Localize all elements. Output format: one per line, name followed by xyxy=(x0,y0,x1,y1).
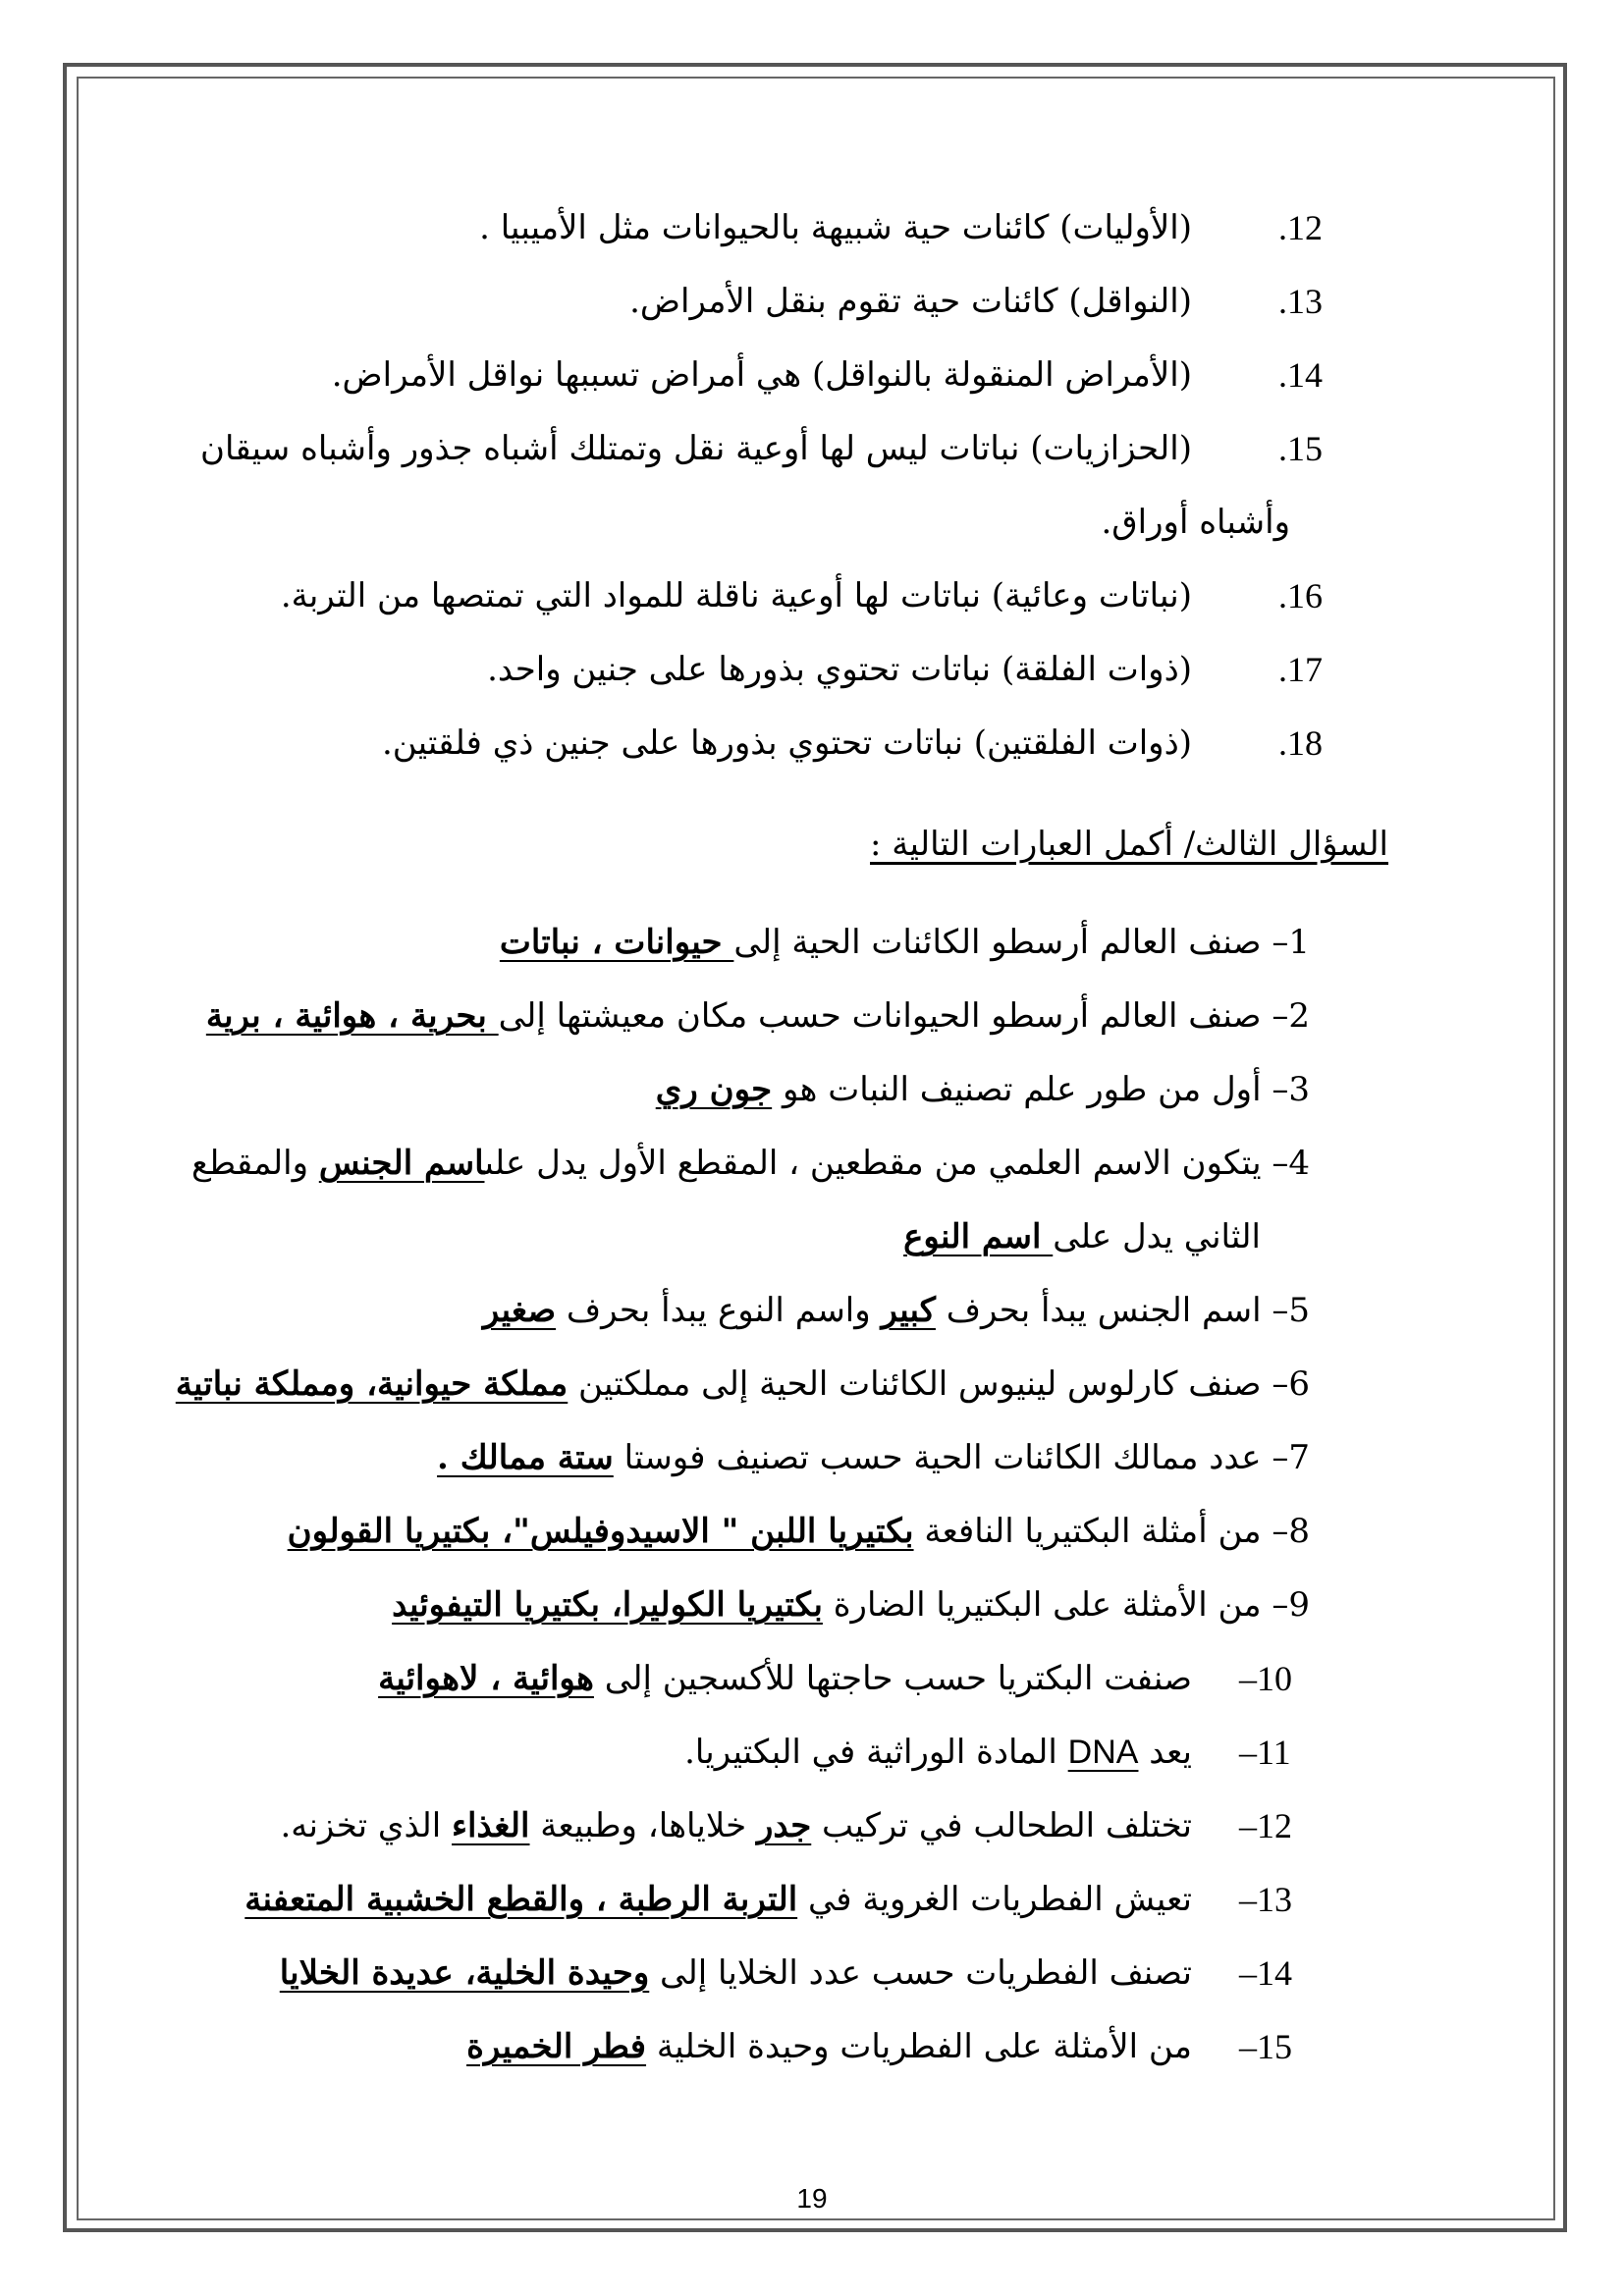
answer: صغير xyxy=(482,1291,557,1330)
item-text: الثاني يدل على xyxy=(1053,1217,1261,1256)
definition-text: (الأمراض المنقولة بالنواقل) هي أمراض تسببها نواقل الأمراض. xyxy=(331,355,1192,395)
answer: كبير xyxy=(881,1291,936,1330)
item-text: عدد ممالك الكائنات الحية حسب تصنيف فوستا xyxy=(613,1438,1262,1477)
definition-text: (ذوات الفلقتين) نباتات تحتوي بذورها على جنين ذي فلقتين. xyxy=(381,723,1192,763)
item-text: من الأمثلة على الفطريات وحيدة الخلية xyxy=(646,2027,1192,2066)
answer: اسم الجنس xyxy=(318,1144,485,1183)
answer: الغذاء xyxy=(452,1806,530,1845)
item-text: صنفت البكتريا حسب حاجتها للأكسجين إلى xyxy=(593,1659,1192,1698)
item-text: من الأمثلة على البكتيريا الضارة xyxy=(822,1585,1262,1625)
item-text: تصنف الفطريات حسب عدد الخلايا إلى xyxy=(649,1953,1192,1993)
completion-item: 6– صنف كارلوس لينيوس الكائنات الحية إلى مملكتين مملكة حيوانية، ومملكة نباتية xyxy=(175,1364,1310,1404)
item-text: يعد xyxy=(1138,1733,1192,1772)
answer: مملكة حيوانية، ومملكة نباتية xyxy=(175,1364,568,1404)
definition-text: (ذوات الفلقة) نباتات تحتوي بذورها على جنين واحد. xyxy=(487,650,1192,689)
item-number: –11 xyxy=(1239,1733,1291,1772)
item-text: صنف كارلوس لينيوس الكائنات الحية إلى مملكتين xyxy=(568,1364,1262,1404)
item-number: 4 xyxy=(1288,1144,1310,1183)
answer: جدر xyxy=(756,1806,812,1845)
definition-number: .15 xyxy=(1278,429,1323,468)
answer: وحيدة الخلية، عديدة الخلايا xyxy=(279,1953,650,1993)
item-number: –12 xyxy=(1239,1806,1292,1845)
answer: حيوانات ، نباتات xyxy=(499,923,734,962)
item-text: تختلف الطحالب في تركيب xyxy=(811,1806,1192,1845)
completion-item: 3– أول من طور علم تصنيف النبات هو جون ري xyxy=(655,1070,1310,1109)
item-text: اسم الجنس يبدأ بحرف xyxy=(935,1291,1262,1330)
definition-text: (الأوليات) كائنات حية شبيهة بالحيوانات مثل الأميبيا . xyxy=(479,208,1192,247)
completion-item xyxy=(244,1880,1192,1919)
item-number: –13 xyxy=(1239,1880,1292,1919)
answer: بكتيريا اللبن " الاسيدوفيلس"، بكتيريا القولون xyxy=(287,1512,914,1551)
answer: اسم النوع xyxy=(903,1217,1054,1256)
item-text: والمقطع xyxy=(190,1144,319,1183)
item-number: –15 xyxy=(1239,2027,1292,2066)
definition-number: .16 xyxy=(1278,576,1323,615)
definition-number: .14 xyxy=(1278,355,1323,395)
answer: بكتيريا الكوليرا، بكتيريا التيفوئيد xyxy=(392,1585,823,1625)
item-number: 1 xyxy=(1288,923,1310,962)
question-heading: السؤال الثالث/ أكمل العبارات التالية : xyxy=(870,825,1388,864)
definition-number: .12 xyxy=(1278,208,1323,247)
item-text: واسم النوع يبدأ بحرف xyxy=(556,1291,882,1330)
completion-item: 9– من الأمثلة على البكتيريا الضارة بكتيريا الكوليرا، بكتيريا التيفوئيد xyxy=(392,1585,1310,1625)
completion-item xyxy=(466,2027,1192,2066)
item-text: يتكون الاسم العلمي من مقطعين ، المقطع الأول يدل على xyxy=(484,1144,1262,1183)
definition-text: (النواقل) كائنات حية تقوم بنقل الأمراض. xyxy=(629,282,1192,321)
item-text: صنف العالم أرسطو الحيوانات حسب مكان معيشتها إلى xyxy=(498,996,1262,1036)
item-number: 5 xyxy=(1288,1291,1310,1330)
definition-number: .17 xyxy=(1278,650,1323,689)
definition-number: .18 xyxy=(1278,723,1323,763)
completion-item-continued xyxy=(903,1217,1261,1256)
item-text: صنف العالم أرسطو الكائنات الحية إلى xyxy=(733,923,1262,962)
item-number: 9 xyxy=(1288,1585,1310,1625)
completion-item: 7– عدد ممالك الكائنات الحية حسب تصنيف فوستا ستة ممالك . xyxy=(437,1438,1310,1477)
completion-item: 1– صنف العالم أرسطو الكائنات الحية إلى حيوانات ، نباتات xyxy=(499,923,1310,962)
page-number: 19 xyxy=(796,2183,828,2214)
completion-item: 8– من أمثلة البكتيريا النافعة بكتيريا اللبن " الاسيدوفيلس"، بكتيريا القولون xyxy=(287,1512,1310,1551)
item-text: الذي تخزنه. xyxy=(280,1806,452,1845)
completion-item: 5– اسم الجنس يبدأ بحرف كبير واسم النوع يبدأ بحرف صغير xyxy=(482,1291,1310,1330)
answer: التربة الرطبة ، والقطع الخشبية المتعفنة xyxy=(244,1880,798,1919)
completion-item: 4– يتكون الاسم العلمي من مقطعين ، المقطع الأول يدل علىاسم الجنس والمقطع xyxy=(190,1144,1310,1183)
item-text: من أمثلة البكتيريا النافعة xyxy=(913,1512,1262,1551)
answer: جون ري xyxy=(655,1070,773,1109)
item-text: المادة الوراثية في البكتيريا. xyxy=(684,1733,1068,1772)
item-text: أول من طور علم تصنيف النبات هو xyxy=(772,1070,1262,1109)
completion-item: 2– صنف العالم أرسطو الحيوانات حسب مكان معيشتها إلى بحرية ، هوائية ، برية xyxy=(205,996,1310,1036)
answer: بحرية ، هوائية ، برية xyxy=(205,996,499,1036)
item-number: 8 xyxy=(1288,1512,1310,1551)
completion-item xyxy=(280,1953,1192,1993)
definition-text: (نباتات وعائية) نباتات لها أوعية ناقلة للمواد التي تمتصها من التربة. xyxy=(280,576,1192,615)
definition-text-continued: وأشباه أوراق. xyxy=(1101,503,1290,542)
completion-item xyxy=(378,1659,1192,1698)
item-number: –14 xyxy=(1239,1953,1292,1993)
answer: DNA xyxy=(1067,1734,1139,1771)
item-number: 3 xyxy=(1288,1070,1310,1109)
answer: ستة ممالك . xyxy=(437,1438,614,1477)
answer: هوائية ، لاهوائية xyxy=(378,1659,594,1698)
answer: فطر الخميرة xyxy=(466,2027,647,2066)
item-text: خلاياها، وطبيعة xyxy=(529,1806,757,1845)
item-number: 6 xyxy=(1288,1364,1310,1404)
item-number: 2 xyxy=(1288,996,1310,1036)
item-number: –10 xyxy=(1239,1659,1292,1698)
definition-number: .13 xyxy=(1278,282,1323,321)
completion-item xyxy=(280,1806,1192,1845)
definition-text: (الحزازيات) نباتات ليس لها أوعية نقل وتمتلك أشباه جذور وأشباه سيقان xyxy=(200,429,1192,468)
item-number: 7 xyxy=(1288,1438,1310,1477)
completion-item xyxy=(684,1733,1192,1772)
item-text: تعيش الفطريات الغروية في xyxy=(797,1880,1192,1919)
